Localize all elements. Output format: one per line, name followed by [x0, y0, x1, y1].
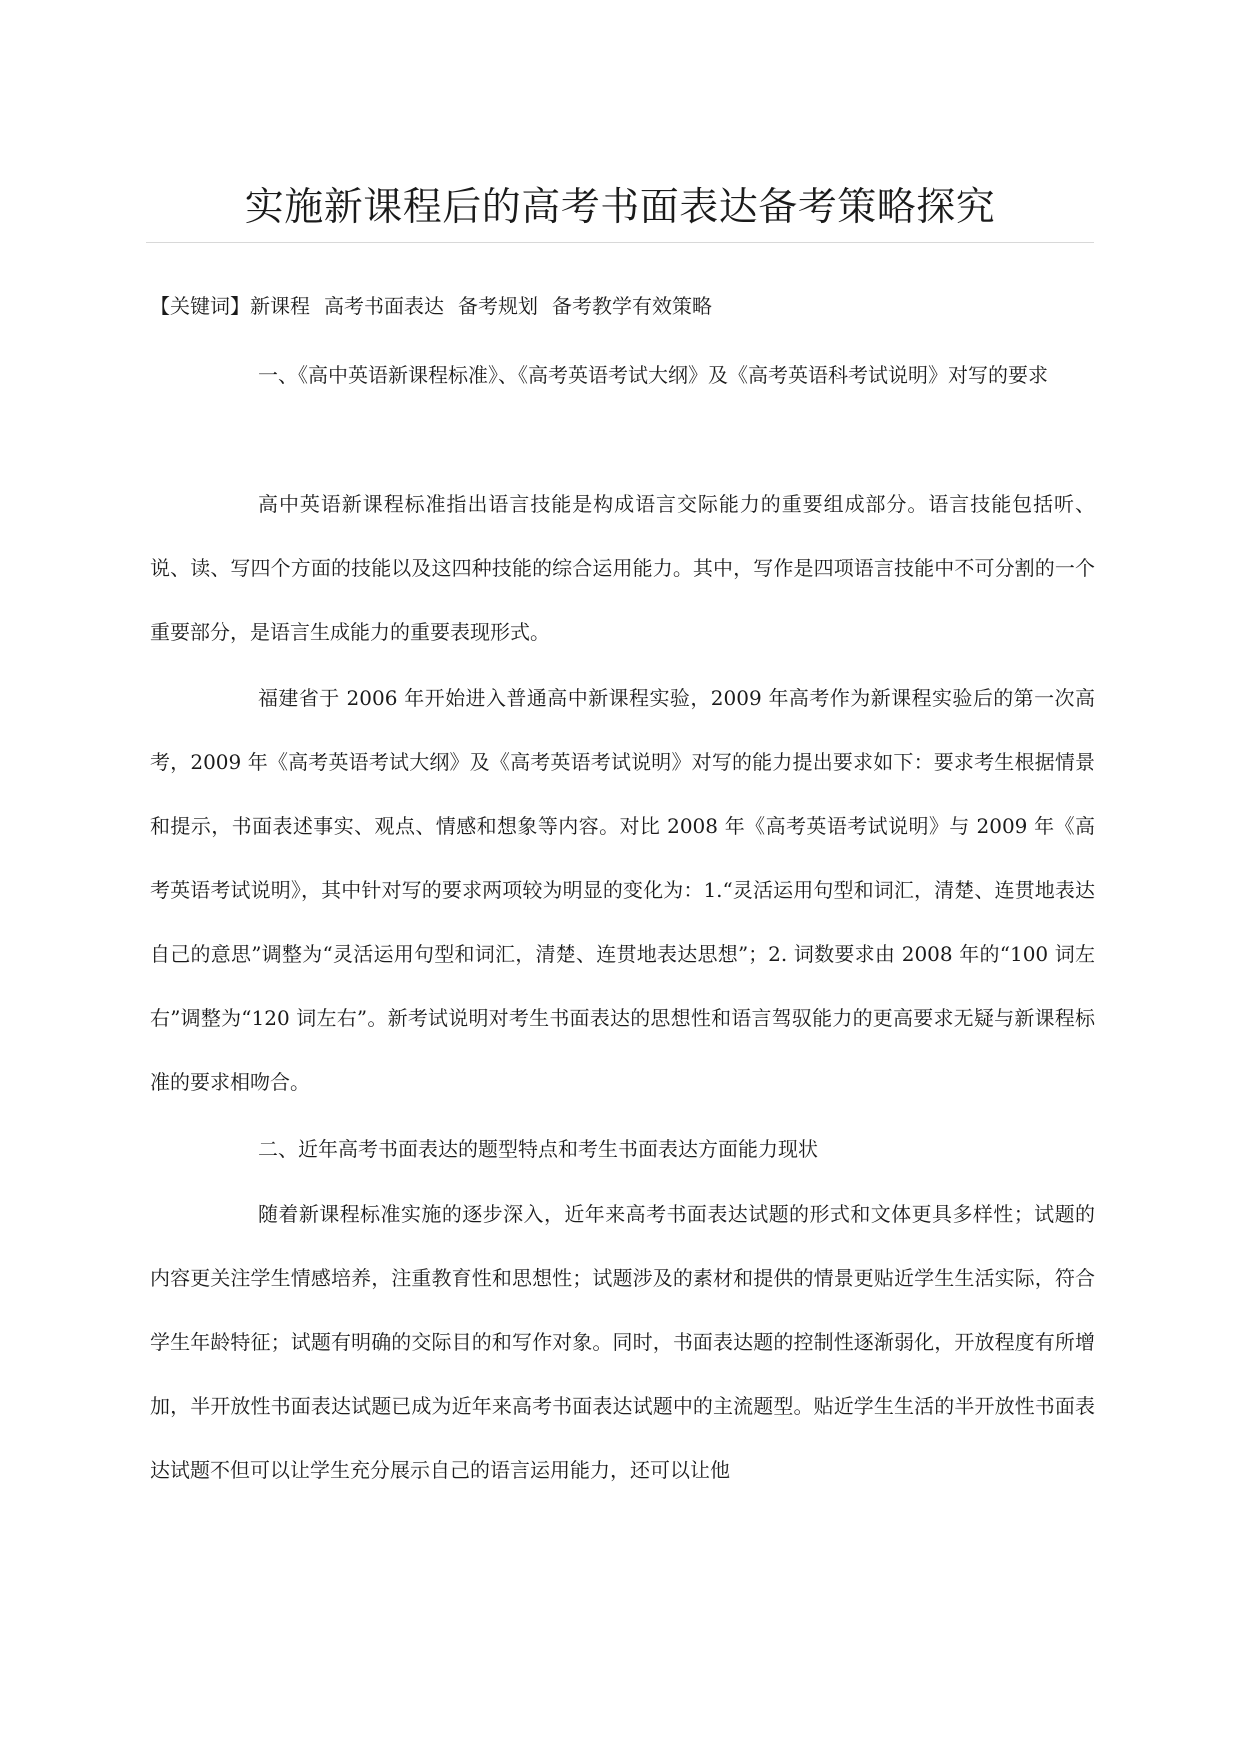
body-paragraph-3: 随着新课程标准实施的逐步深入，近年来高考书面表达试题的形式和文体更具多样性；试题的内容更关注学生情感培养，注重教育性和思想性；试题涉及的素材和提供的情景更贴近学生生活实际，符合学生年龄特征；试题有明确的交际目的和写作对象。同时，书面表达题的控制性逐渐弱化，开放程度有所增加，半开放性书面表达试题已成为近年来高考书面表达试题中的主流题型。贴近学生生活的半开放性书面表达试题不但可以让学生充分展示自己的语言运用能力，还可以让他	[150, 1202, 1095, 1482]
title-divider	[146, 242, 1094, 243]
keywords-label: 【关键词】	[150, 294, 250, 318]
section-heading-2: 二、近年高考书面表达的题型特点和考生书面表达方面能力现状	[258, 1137, 818, 1161]
body-paragraph-2: 福建省于 2006 年开始进入普通高中新课程实验，2009 年高考作为新课程实验后的第一次高考，2009 年《高考英语考试大纲》及《高考英语考试说明》对写的能力提出要求如下：要求考生根据情景和提示，书面表述事实、观点、情感和想象等内容。对比 2008 年《高考英语考试说明》与 2009 年《高考英语考试说明》，其中针对写的要求两项较为明显的变化为：1.“灵活运用句型和词汇，清楚、连贯地表达自己的意思”调整为“灵活运用句型和词汇，清楚、连贯地表达思想”；2. 词数要求由 2008 年的“100 词左右”调整为“120 词左右”。新考试说明对考生书面表达的思想性和语言驾驭能力的更高要求无疑与新课程标准的要求相吻合。	[150, 686, 1095, 1094]
section-heading-1: 一、《高中英语新课程标准》、《高考英语考试大纲》及《高考英语科考试说明》对写的要求	[258, 363, 1048, 387]
keyword-term: 备考教学有效策略	[552, 294, 712, 318]
keyword-term: 备考规划	[458, 294, 538, 318]
keyword-term: 新课程	[250, 294, 310, 318]
document-title: 实施新课程后的高考书面表达备考策略探究	[244, 185, 996, 230]
body-paragraph-1: 高中英语新课程标准指出语言技能是构成语言交际能力的重要组成部分。语言技能包括听、说、读、写四个方面的技能以及这四种技能的综合运用能力。其中，写作是四项语言技能中不可分割的一个重要部分，是语言生成能力的重要表现形式。	[150, 492, 1095, 644]
keyword-term: 高考书面表达	[324, 294, 444, 318]
keywords-line	[150, 274, 1095, 338]
